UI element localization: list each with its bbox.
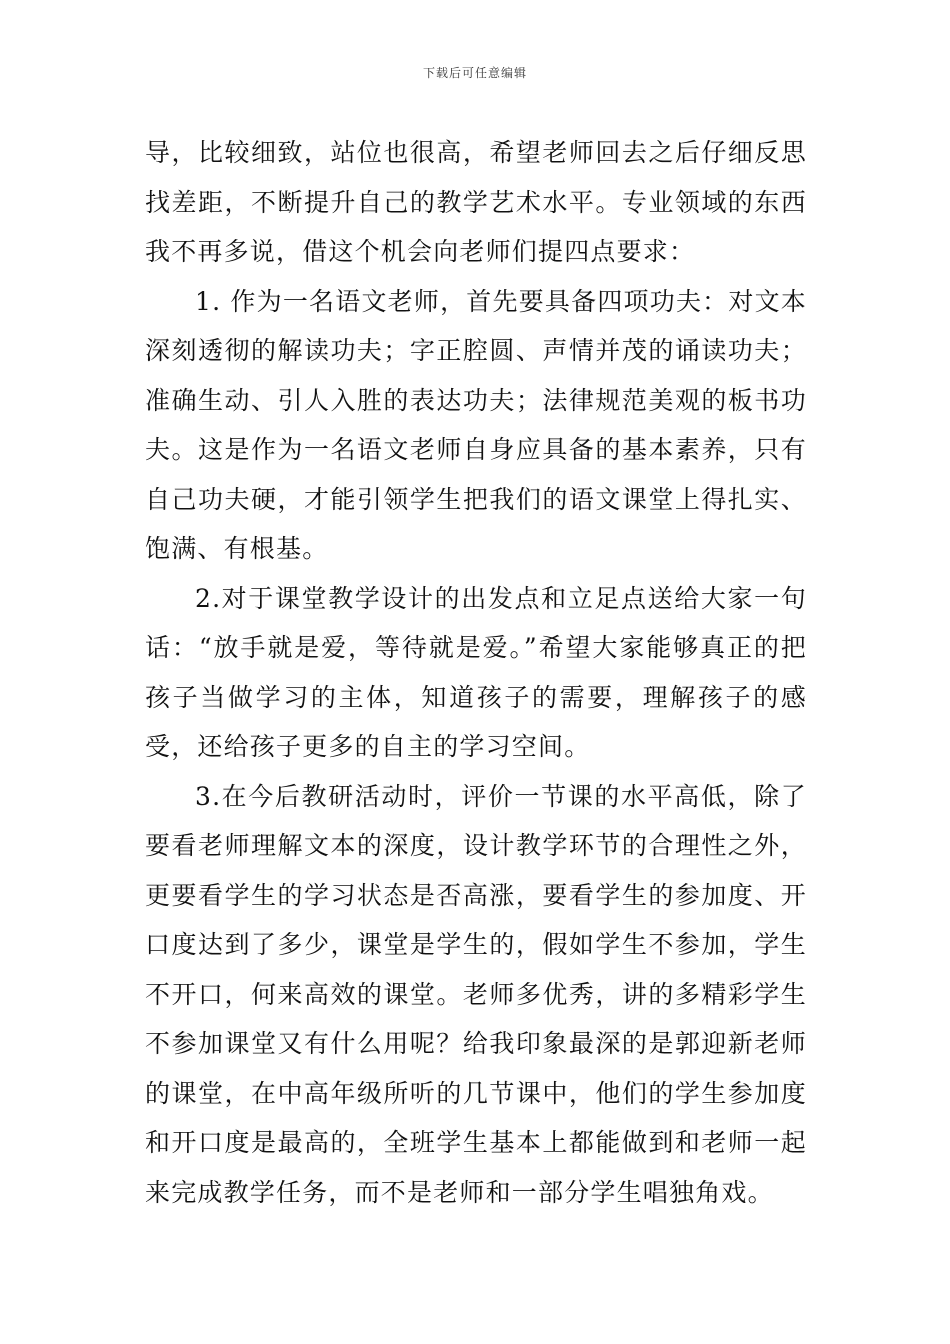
paragraph-point-2: 2.对于课堂教学设计的出发点和立足点送给大家一句话：“放手就是爱，等待就是爱。”希望大家能够真正的把孩子当做学习的主体，知道孩子的需要，理解孩子的感受，还给孩子更多的自主的学习空间。 xyxy=(145,583,807,761)
paragraph-point-1: 1. 作为一名语文老师，首先要具备四项功夫：对文本深刻透彻的解读功夫；字正腔圆、声情并茂的诵读功夫；准确生动、引人入胜的表达功夫；法律规范美观的板书功夫。这是作为一名语文老师自身应具备的基本素养，只有自己功夫硬，才能引领学生把我们的语文课堂上得扎实、饱满、有根基。 xyxy=(145,286,807,563)
document-body xyxy=(145,128,807,1217)
paragraph-point-3: 3.在今后教研活动时，评价一节课的水平高低，除了要看老师理解文本的深度，设计教学环节的合理性之外，更要看学生的学习状态是否高涨，要看学生的参加度、开口度达到了多少，课堂是学生的，假如学生不参加，学生不开口，何来高效的课堂。老师多优秀，讲的多精彩学生不参加课堂又有什么用呢？给我印象最深的是郭迎新老师的课堂，在中高年级所听的几节课中，他们的学生参加度和开口度是最高的，全班学生基本上都能做到和老师一起来完成教学任务，而不是老师和一部分学生唱独角戏。 xyxy=(145,781,807,1207)
paragraph-intro: 导，比较细致，站位也很高，希望老师回去之后仔细反思找差距，不断提升自己的教学艺术水平。专业领域的东西我不再多说，借这个机会向老师们提四点要求： xyxy=(145,138,807,266)
page-header: 下载后可任意编辑 xyxy=(422,66,527,80)
